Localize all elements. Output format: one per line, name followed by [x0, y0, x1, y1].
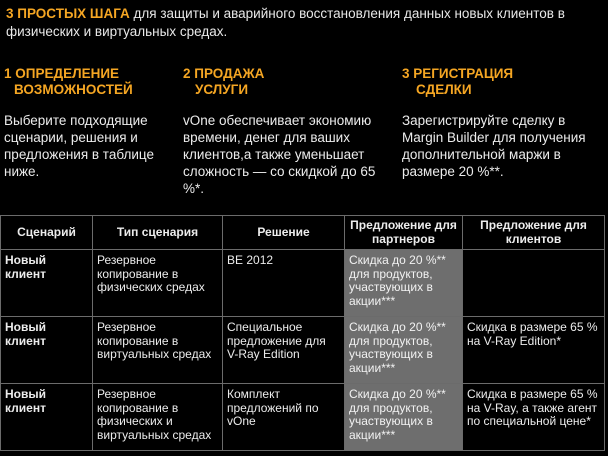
cell-partner-offer: Скидка до 20 %** для продуктов, участвующих в акции***: [345, 250, 463, 317]
step-2-title-line1: 2 ПРОДАЖА: [183, 66, 265, 81]
cell-solution: Специальное предложение для V-Ray Edition: [223, 317, 345, 384]
step-2-body: vOne обеспечивает экономию времени, денег для ваших клиентов,а также уменьшает сложность — со скидкой до 65 %*.: [183, 113, 376, 196]
header-partner-offer: Предложение для партнеров: [345, 216, 463, 250]
header-solution: Решение: [223, 216, 345, 250]
table-header-row: [1, 216, 605, 250]
step-2: [183, 66, 383, 197]
step-1-body: Выберите подходящие сценарии, решения и предложения в таблице ниже.: [4, 113, 154, 179]
step-3: [402, 66, 602, 180]
cell-partner-offer: Скидка до 20 %** для продуктов, участвующих в акции***: [345, 317, 463, 384]
table-row: [1, 317, 605, 384]
intro-paragraph: [6, 5, 602, 41]
step-3-title-line1: 3 РЕГИСТРАЦИЯ: [402, 66, 514, 81]
header-client-offer: Предложение для клиентов: [463, 216, 605, 250]
cell-client-offer: Скидка в размере 65 % на V-Ray Edition*: [463, 317, 605, 384]
cell-scenario-type: Резервное копирование в физических средах: [93, 250, 223, 317]
offers-table: [0, 215, 605, 451]
step-1-title-line2: ВОЗМОЖНОСТЕЙ: [14, 82, 133, 97]
cell-scenario-type: Резервное копирование в физических и виртуальных средах: [93, 384, 223, 451]
intro-text: для защиты и аварийного восстановления данных новых клиентов в физических и виртуальных средах.: [6, 6, 565, 39]
step-2-title-line2: УСЛУГИ: [195, 82, 249, 97]
cell-scenario: Новый клиент: [1, 384, 93, 451]
intro-lead: 3 ПРОСТЫХ ШАГА: [6, 6, 130, 21]
cell-scenario: Новый клиент: [1, 250, 93, 317]
cell-solution: BE 2012: [223, 250, 345, 317]
cell-client-offer: Скидка в размере 65 % на V-Ray, а также агент по специальной цене*: [463, 384, 605, 451]
header-scenario-type: Тип сценария: [93, 216, 223, 250]
step-1-title: [4, 66, 164, 98]
step-2-title: [183, 66, 383, 98]
table-row: [1, 384, 605, 451]
cell-partner-offer: Скидка до 20 %** для продуктов, участвующих в акции***: [345, 384, 463, 451]
cell-client-offer: [463, 250, 605, 317]
step-3-title-line2: СДЕЛКИ: [416, 82, 472, 97]
step-3-body: Зарегистрируйте сделку в Margin Builder для получения дополнительной маржи в размере 20 %**.: [402, 113, 586, 179]
header-scenario: Сценарий: [1, 216, 93, 250]
cell-solution: Комплект предложений по vOne: [223, 384, 345, 451]
cell-scenario-type: Резервное копирование в виртуальных средах: [93, 317, 223, 384]
step-1: [4, 66, 164, 180]
step-3-title: [402, 66, 602, 98]
step-1-title-line1: 1 ОПРЕДЕЛЕНИЕ: [4, 66, 120, 81]
cell-scenario: Новый клиент: [1, 317, 93, 384]
table-row: [1, 250, 605, 317]
